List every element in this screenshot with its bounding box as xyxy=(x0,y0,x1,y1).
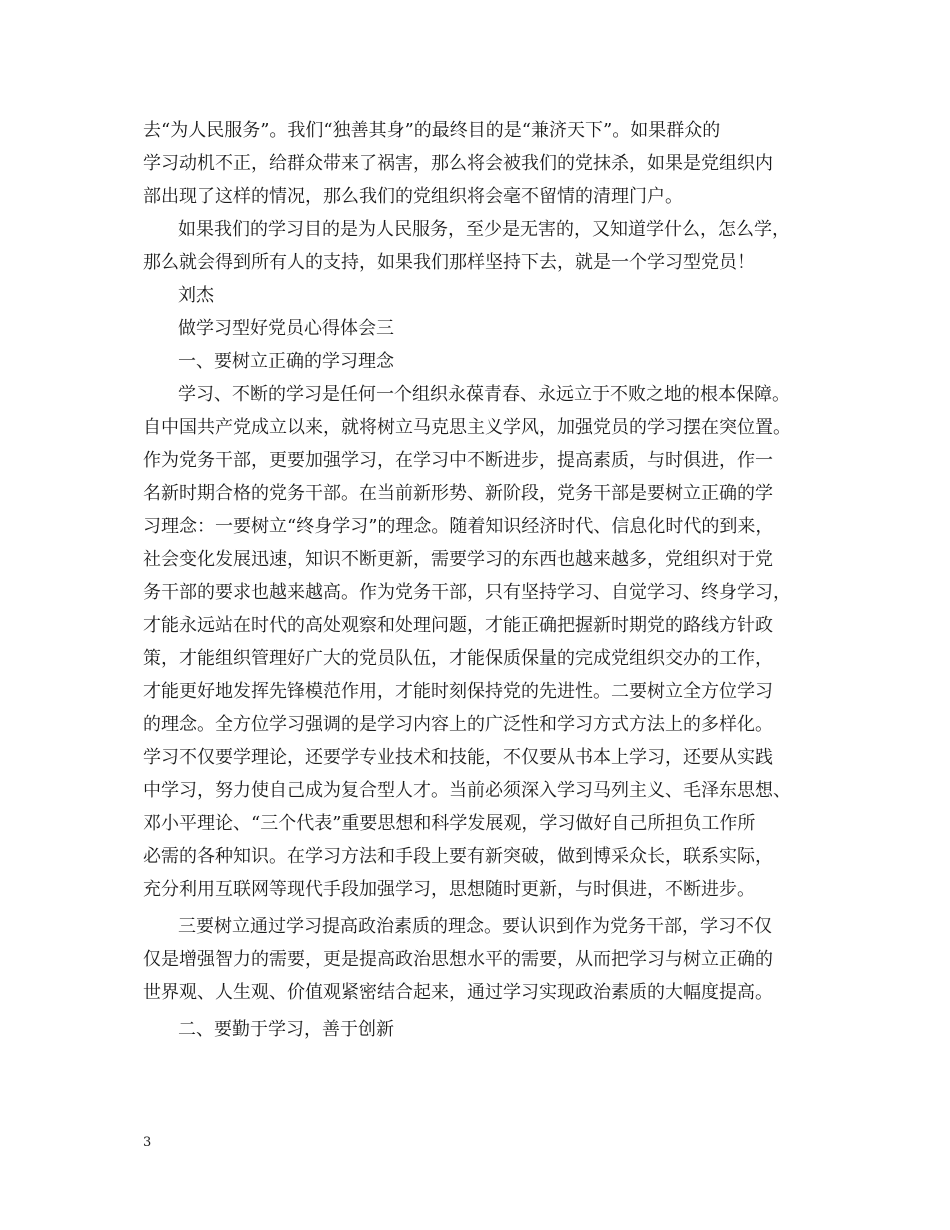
text-line: 作为党务干部，更要加强学习，在学习中不断进步，提高素质，与时俱进，作一 xyxy=(143,450,773,471)
text-line: 那么就会得到所有人的支持，如果我们那样坚持下去，就是一个学习型党员！ xyxy=(143,252,755,273)
text-line: 习理念：一要树立“终身学习”的理念。随着知识经济时代、信息化时代的到来， xyxy=(143,516,774,537)
text-line: 邓小平理论、“三个代表”重要思想和科学发展观，学习做好自己所担负工作所 xyxy=(143,813,756,834)
section-heading: 二、要勤于学习，善于创新 xyxy=(178,1019,394,1040)
text-line: 才能永远站在时代的高处观察和处理问题，才能正确把握新时期党的路线方针政 xyxy=(143,615,773,636)
text-line: 世界观、人生观、价值观紧密结合起来，通过学习实现政治素质的大幅度提高。 xyxy=(143,982,773,1003)
text-line: 的理念。全方位学习强调的是学习内容上的广泛性和学习方式方法上的多样化。 xyxy=(143,714,773,735)
text-line: 去“为人民服务”。我们“独善其身”的最终目的是“兼济天下”。如果群众的 xyxy=(143,120,721,141)
paragraph-first-line: 如果我们的学习目的是为人民服务，至少是无害的，又知道学什么，怎么学， xyxy=(178,219,790,240)
text-line: 部出现了这样的情况，那么我们的党组织将会毫不留情的清理门户。 xyxy=(143,186,683,207)
document-body xyxy=(143,114,823,1046)
text-line: 仅是增强智力的需要，更是提高政治思想水平的需要，从而把学习与树立正确的 xyxy=(143,949,773,970)
text-line: 充分利用互联网等现代手段加强学习，思想随时更新，与时俱进，不断进步。 xyxy=(143,879,755,900)
paragraph-first-line: 三要树立通过学习提高政治素质的理念。要认识到作为党务干部，学习不仅 xyxy=(178,916,772,937)
text-line: 学习动机不正，给群众带来了祸害，那么将会被我们的党抹杀，如果是党组织内 xyxy=(143,153,773,174)
text-line: 务干部的要求也越来越高。作为党务干部，只有坚持学习、自觉学习、终身学习， xyxy=(143,582,791,603)
section-title: 做学习型好党员心得体会三 xyxy=(178,318,394,339)
text-line: 才能更好地发挥先锋模范作用，才能时刻保持党的先进性。二要树立全方位学习 xyxy=(143,681,773,702)
text-line: 社会变化发展迅速，知识不断更新，需要学习的东西也越来越多，党组织对于党 xyxy=(143,549,773,570)
text-line: 学习不仅要学理论，还要学专业技术和技能，不仅要从书本上学习，还要从实践 xyxy=(143,747,773,768)
text-line: 策，才能组织管理好广大的党员队伍，才能保质保量的完成党组织交办的工作， xyxy=(143,648,773,669)
text-line: 必需的各种知识。在学习方法和手段上要有新突破，做到博采众长，联系实际， xyxy=(143,846,773,867)
author-name: 刘杰 xyxy=(178,285,214,306)
text-line: 中学习，努力使自己成为复合型人才。当前必须深入学习马列主义、毛泽东思想、 xyxy=(143,780,791,801)
page-number: 3 xyxy=(143,1135,152,1150)
text-line: 名新时期合格的党务干部。在当前新形势、新阶段，党务干部是要树立正确的学 xyxy=(143,483,773,504)
section-heading: 一、要树立正确的学习理念 xyxy=(178,351,394,372)
text-line: 自中国共产党成立以来，就将树立马克思主义学风，加强党员的学习摆在突位置。 xyxy=(143,417,791,438)
paragraph-first-line: 学习、不断的学习是任何一个组织永葆青春、永远立于不败之地的根本保障。 xyxy=(178,384,790,405)
